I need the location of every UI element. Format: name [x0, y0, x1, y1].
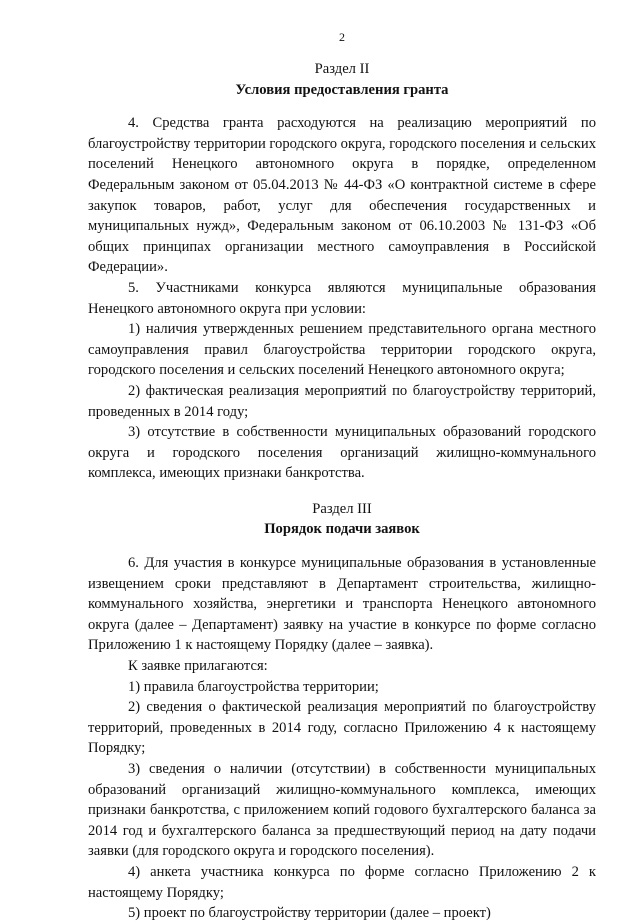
document-page [88, 30, 596, 924]
paragraph-4: 4. Средства гранта расходуются на реализацию мероприятий по благоустройству территории городского округа, городского поселения и сельских поселений Ненецкого автономного округа в порядке, определенном Федеральным законом от 05.04.2013 № 44-ФЗ «О контрактной системе в сфере закупок товаров, работ, услуг для обеспечения государственных и муниципальных нужд», Федеральным законом от 06.10.2003 № 131-ФЗ «Об общих принципах организации местного самоуправления в Российской Федерации». [88, 115, 596, 276]
section-title: Условия предоставления гранта [235, 81, 449, 98]
section-spacer [88, 484, 596, 499]
section-label: Раздел III [312, 500, 372, 517]
page-number: 2 [339, 30, 345, 44]
paragraph-5: 5. Участниками конкурса являются муниципальные образования Ненецкого автономного округа при условии: [88, 279, 596, 317]
section-2 [88, 59, 596, 484]
attachments-intro: К заявке прилагаются: [128, 658, 268, 675]
paragraph-5-item-2: 2) фактическая реализация мероприятий по благоустройству территорий, проведенных в 2014 году; [88, 382, 596, 420]
attachment-item-1: 1) правила благоустройства территории; [128, 678, 379, 695]
paragraph-6: 6. Для участия в конкурсе муниципальные образования в установленные извещением сроки представляют в Департамент строительства, жилищно-коммунального хозяйства, энергетики и транспорта Ненецкого автономного округа (далее – Департамент) заявку на участие в конкурсе по форме согласно Приложению 1 к настоящему Порядку (далее – заявка). [88, 555, 596, 654]
attachment-item-2: 2) сведения о фактической реализация мероприятий по благоустройству территорий, проведенных в 2014 году, согласно Приложению 4 к настоящему Порядку; [88, 699, 596, 757]
attachment-item-5: 5) проект по благоустройству территории (далее – проект) [128, 905, 491, 922]
section-3 [88, 499, 596, 924]
attachment-item-3: 3) сведения о наличии (отсутствии) в собственности муниципальных образований организаций жилищно-коммунального комплекса, имеющих признаки банкротства, с приложением копий годового бухгалтерского баланса за 2014 год и бухгалтерского баланса за предшествующий период на дату подачи заявки (для городского округа и городского поселения). [88, 761, 596, 860]
paragraph-5-item-3: 3) отсутствие в собственности муниципальных образований городского округа и городского поселения организаций жилищно-коммунального комплекса, имеющих признаки банкротства. [88, 424, 596, 482]
attachment-item-4: 4) анкета участника конкурса по форме согласно Приложению 2 к настоящему Порядку; [88, 863, 596, 901]
paragraph-5-item-1: 1) наличия утвержденных решением представительного органа местного самоуправления правил благоустройства территории городского округа, городского поселения и сельских поселений Ненецкого автономного округа; [88, 321, 596, 379]
section-title: Порядок подачи заявок [264, 521, 420, 538]
section-label: Раздел II [314, 61, 370, 77]
